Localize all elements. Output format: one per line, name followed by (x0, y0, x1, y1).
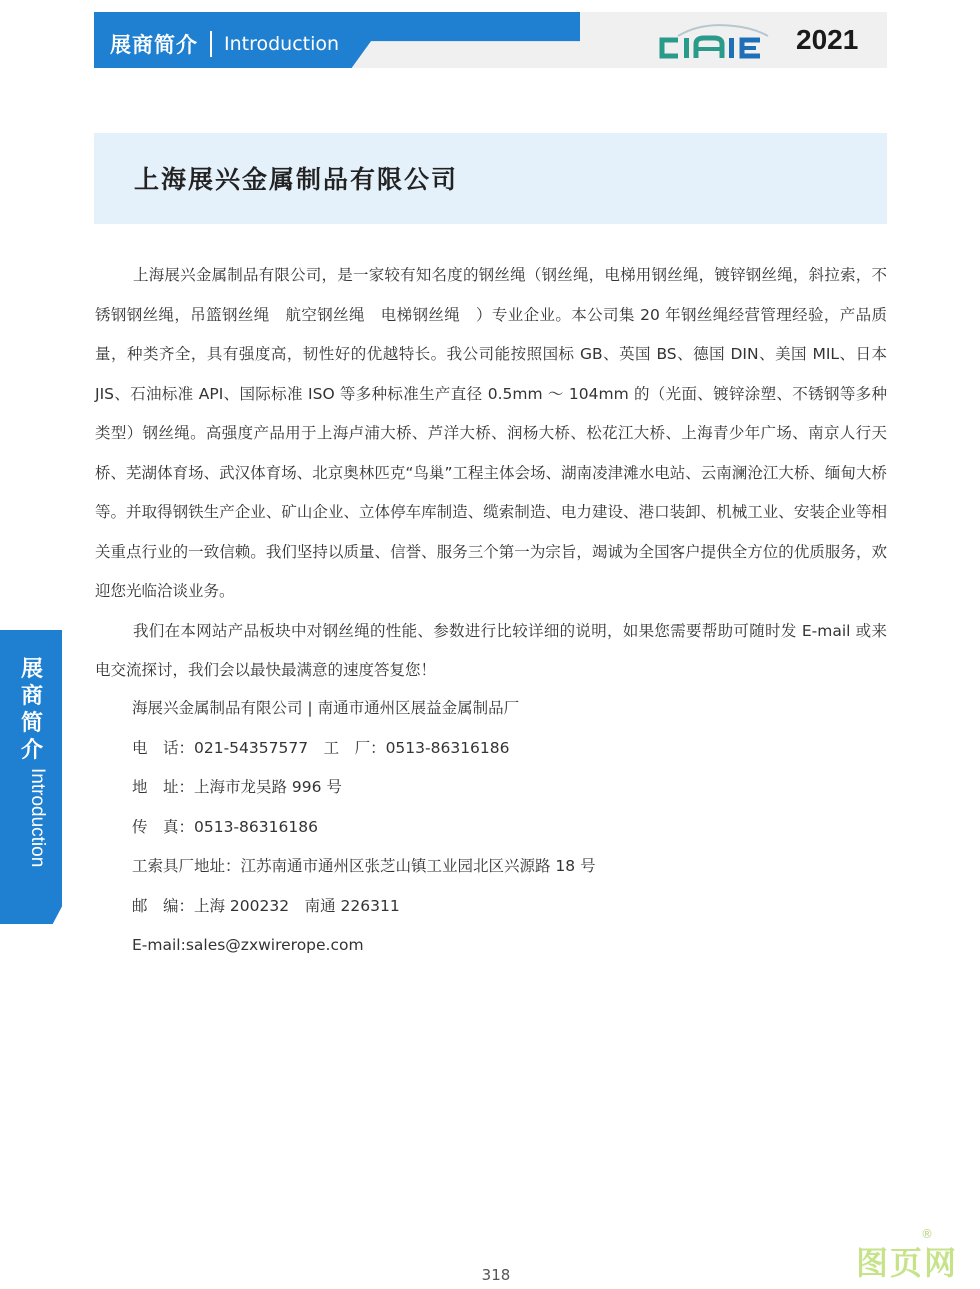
contact-factory-address: 工索具厂地址：江苏南通市通州区张芝山镇工业园北区兴源路 18 号 (132, 857, 596, 875)
side-tab-label-en: Introduction (27, 768, 48, 868)
contact-phone: 电 话：021-54357577 工 厂：0513-86316186 (132, 738, 510, 757)
company-description (95, 256, 887, 691)
contact-companies: 海展兴金属制品有限公司 | 南通市通州区展益金属制品厂 (132, 699, 520, 717)
contact-address: 地 址：上海市龙吴路 996 号 (132, 778, 342, 796)
section-title-cn: 展商简介 (110, 33, 198, 57)
header-accent-line (380, 38, 580, 41)
ciaie-logo-icon (656, 20, 786, 60)
section-title-en: Introduction (224, 33, 340, 55)
contact-email: E-mail:sales@zxwirerope.com (132, 936, 364, 954)
page-number: 318 (481, 1266, 511, 1284)
side-tab-label-cn: 展商简介 (20, 657, 43, 763)
logo-text: CIAIE (656, 20, 659, 21)
contact-info (132, 689, 872, 966)
contact-postcode: 邮 编：上海 200232 南通 226311 (132, 896, 400, 915)
logo-year: 2021 (796, 24, 859, 55)
contact-fax: 传 真：0513-86316186 (132, 817, 318, 836)
description-paragraph-2: 我们在本网站产品板块中对钢丝绳的性能、参数进行比较详细的说明，如果您需要帮助可随时发 E-mail 或来电交流探讨，我们会以最快最满意的速度答复您！ (95, 621, 887, 679)
watermark-logo: 图页网 (856, 1244, 959, 1282)
ciaie-logo (656, 20, 858, 60)
description-paragraph-1: 上海展兴金属制品有限公司，是一家较有知名度的钢丝绳（钢丝绳，电梯用钢丝绳，镀锌钢丝绳，斜拉索，不锈钢钢丝绳，吊篮钢丝绳 航空钢丝绳 电梯钢丝绳 ）专业企业。本公司集 20 年钢丝绳经营管理经验，产品质量，种类齐全，具有强度高，韧性好的优越特长。我公司能按照国标 GB、英国 BS、德国 DIN、美国 MIL、日本 JIS、石油标准 API、国际标准 ISO 等多种标准生产直径 0.5mm ～ 104mm 的（光面、镀锌涂塑、不锈钢等多种类型）钢丝绳。高强度产品用于上海卢浦大桥、芦洋大桥、润杨大桥、松花江大桥、上海青少年广场、南京人行天桥、芜湖体育场、武汉体育场、北京奥林匹克“鸟巢”工程主体会场、湖南凌津滩水电站、云南澜沧江大桥、缅甸大桥等。并取得钢铁生产企业、矿山企业、立体停车库制造、缆索制造、电力建设、港口装卸、机械工业、安装企业等相关重点行业的一致信赖。我们坚持以质量、信誉、服务三个第一为宗旨，竭诚为全国客户提供全方位的优质服务，欢迎您光临洽谈业务。 (95, 266, 887, 600)
company-name: 上海展兴金属制品有限公司 (134, 165, 459, 194)
title-divider (210, 31, 212, 57)
registered-mark-icon: ® (921, 1227, 933, 1241)
header-section-title (110, 27, 339, 61)
